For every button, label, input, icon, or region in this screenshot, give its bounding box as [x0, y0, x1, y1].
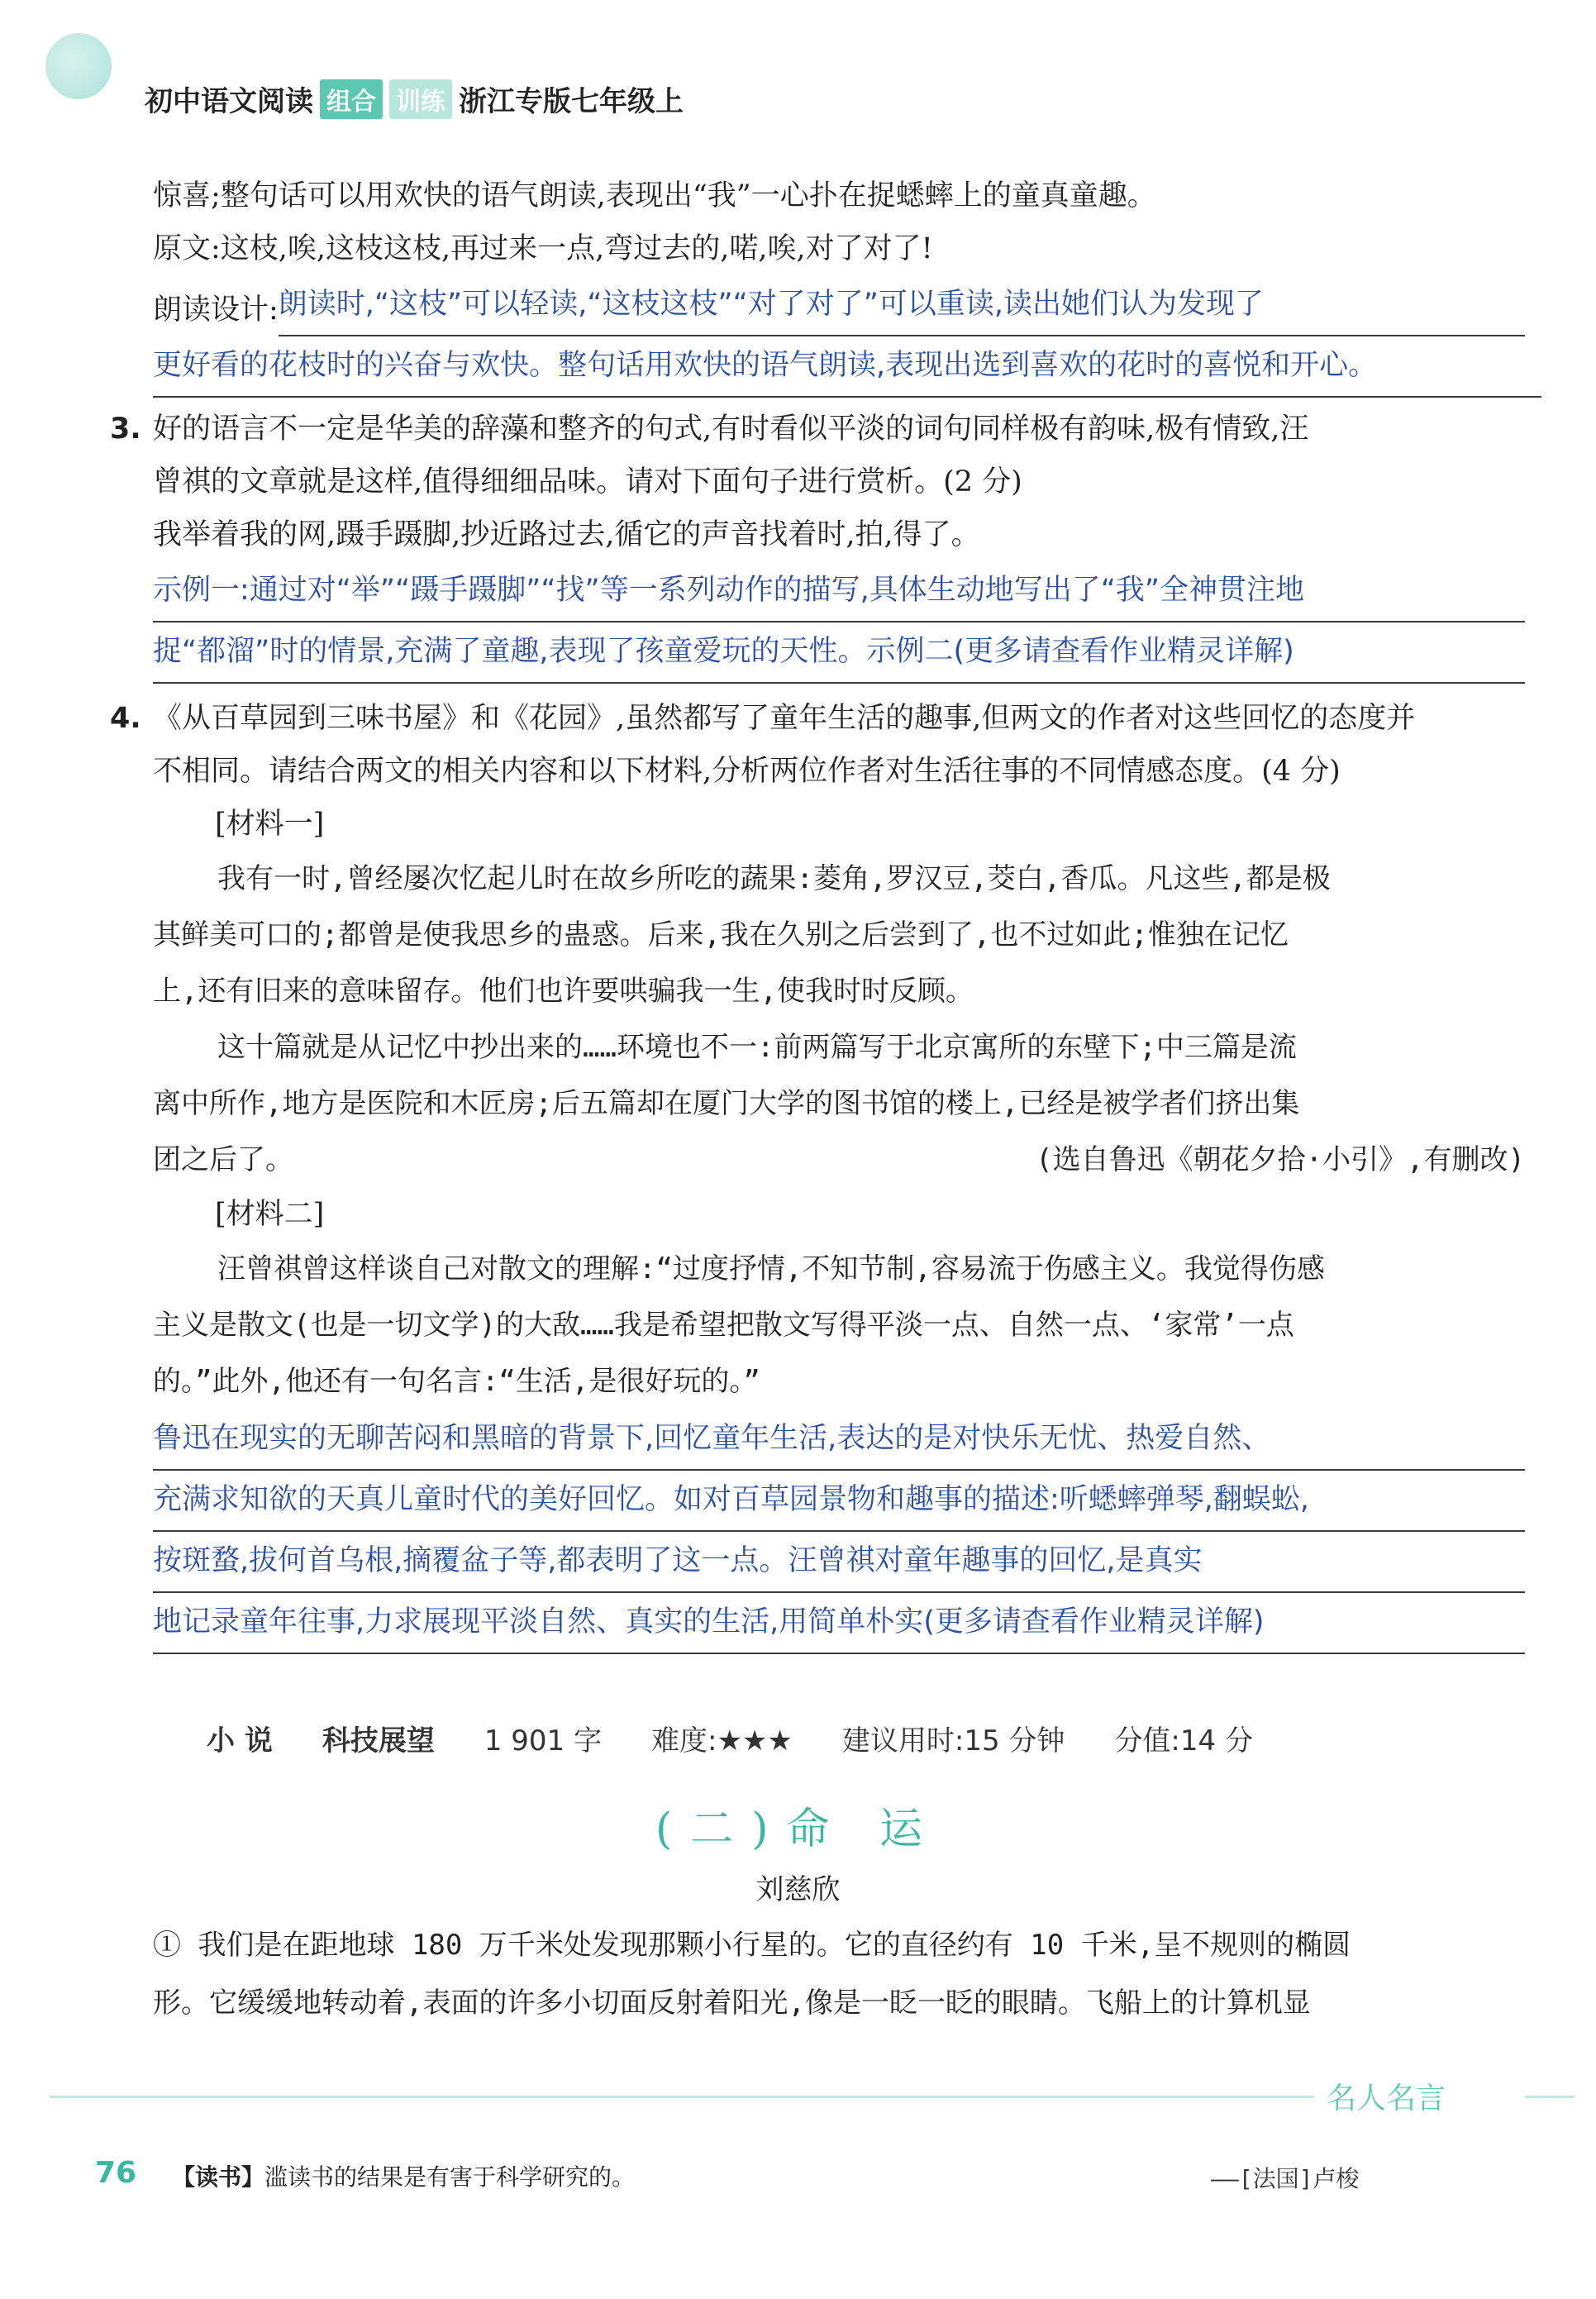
q2-text-line: 惊喜;整句话可以用欢快的语气朗读,表现出“我”一心扑在捉蟋蟀上的童真童趣。	[153, 179, 1156, 212]
material-line: 我有一时,曾经屡次忆起儿时在故乡所吃的蔬果:菱角,罗汉豆,茭白,香瓜。凡这些,都是极	[217, 862, 1331, 895]
book-title-main: 初中语文阅读	[145, 85, 313, 118]
q3-line: 曾祺的文章就是这样,值得细细品味。请对下面句子进行赏析。(2 分)	[153, 465, 1022, 498]
material-line: 的。”此外,他还有一句名言:“生活,是很好玩的。”	[153, 1365, 760, 1398]
book-title	[145, 79, 684, 119]
difficulty-rating: 难度:★★★	[651, 1724, 793, 1758]
answer-line: 更好看的花枝时的兴奋与欢快。整句话用欢快的语气朗读,表现出选到喜欢的花时的喜悦和开心。	[153, 336, 1541, 398]
story-line: ① 我们是在距地球 180 万千米处发现那颗小行星的。它的直径约有 10 千米,呈不规则的椭圆	[153, 1929, 1351, 1962]
material-line: 主义是散文(也是一切文学)的大敌……我是希望把散文写得平淡一点、自然一点、‘家常’一点	[153, 1309, 1294, 1342]
footer-divider	[1525, 2096, 1575, 2098]
material-two-label: [材料二]	[215, 1198, 325, 1231]
story-body	[153, 1916, 1525, 2032]
answer-line: 地记录童年往事,力求展现平淡自然、真实的生活,用简单朴实(更多请查看作业精灵详解)	[153, 1593, 1525, 1654]
q3-stem	[110, 403, 1525, 456]
material-one	[153, 851, 1525, 1188]
answer-line: 鲁迅在现实的无聊苦闷和黑暗的背景下,回忆童年生活,表达的是对快乐无忧、热爱自然、	[153, 1409, 1525, 1471]
answer-line: 捉“都溜”时的情景,充满了童趣,表现了孩童爱玩的天性。示例二(更多请查看作业精灵详解)	[153, 622, 1525, 684]
q4-stem	[110, 692, 1525, 745]
material-line: 其鲜美可口的;都曾是使我思乡的蛊惑。后来,我在久别之后尝到了,也不过如此;惟独在记忆	[153, 918, 1289, 952]
story-author: 刘慈欣	[755, 1873, 841, 1906]
answer-line: 充满求知欲的天真儿童时代的美好回忆。如对百草园景物和趣事的描述:听蟋蟀弹琴,翻蜈蚣,	[153, 1471, 1525, 1532]
quote-author: ——[法国]卢梭	[1211, 2165, 1360, 2192]
story-title: (二)命 运	[655, 1805, 941, 1854]
q4-line: 《从百草园到三味书屋》和《花园》,虽然都写了童年生活的趣事,但两文的作者对这些回忆的态度并	[153, 702, 1416, 735]
material-one-label: [材料一]	[215, 808, 325, 841]
story-line: 形。它缓缓地转动着,表面的许多小切面反射着阳光,像是一眨一眨的眼睛。飞船上的计算机显	[153, 1987, 1311, 2020]
genre-label: 小 说	[207, 1724, 273, 1758]
book-edition: 浙江专版七年级上	[459, 85, 684, 118]
page-number: 76	[95, 2156, 137, 2190]
quote-tag: 【读书】	[172, 2163, 265, 2191]
book-logo-icon	[45, 33, 112, 99]
material-line: 团之后了。	[153, 1143, 293, 1176]
q3-line: 好的语言不一定是华美的辞藻和整齐的句式,有时看似平淡的词句同样极有韵味,极有情致,汪	[153, 413, 1309, 446]
page-header	[0, 0, 1596, 124]
suggested-time: 建议用时:15 分钟	[841, 1724, 1065, 1758]
q3-quote: 我举着我的网,蹑手蹑脚,抄近路过去,循它的声音找着时,拍,得了。	[153, 518, 980, 551]
tag-combo: 组合	[320, 79, 383, 119]
famous-quote	[172, 2159, 635, 2192]
question-number: 3.	[110, 413, 141, 446]
material-two	[153, 1241, 1525, 1409]
footer-divider	[50, 2096, 1314, 2098]
answer-line: 按斑蝥,拔何首乌根,摘覆盆子等,都表明了这一点。汪曾祺对童年趣事的回忆,是真实	[153, 1532, 1525, 1593]
score-value: 分值:14 分	[1114, 1724, 1253, 1758]
answer-line: 朗读时,“这枝”可以轻读,“这枝这枝”“对了对了”可以重读,读出她们认为发现了	[279, 275, 1525, 336]
word-count: 1 901 字	[484, 1724, 602, 1758]
q2-original-line: 原文:这枝,唉,这枝这枝,再过来一点,弯过去的,喏,唉,对了对了!	[153, 232, 933, 265]
question-number: 4.	[110, 702, 141, 735]
reading-design-label: 朗读设计:	[153, 293, 279, 327]
reading-info-bar	[207, 1718, 1253, 1758]
q4-line: 不相同。请结合两文的相关内容和以下材料,分析两位作者对生活往事的不同情感态度。(4 分)	[153, 755, 1341, 788]
material-source: (选自鲁迅《朝花夕拾·小引》,有删改)	[1036, 1143, 1525, 1176]
q2-reading-design	[153, 275, 1525, 336]
famous-quote-label: 名人名言	[1327, 2082, 1446, 2115]
exercise-content	[110, 169, 1525, 1654]
answer-line: 示例一:通过对“举”“蹑手蹑脚”“找”等一系列动作的描写,具体生动地写出了“我”全神贯注地	[153, 561, 1525, 622]
quote-text: 滥读书的结果是有害于科学研究的。	[264, 2163, 636, 2191]
tag-training: 训练	[389, 79, 452, 119]
material-line: 离中所作,地方是医院和木匠房;后五篇却在厦门大学的图书馆的楼上,已经是被学者们挤出集	[153, 1087, 1300, 1120]
material-line: 汪曾祺曾这样谈自己对散文的理解:“过度抒情,不知节制,容易流于伤感主义。我觉得伤感	[217, 1252, 1325, 1285]
material-line: 这十篇就是从记忆中抄出来的……环境也不一:前两篇写于北京寓所的东壁下;中三篇是流	[217, 1031, 1297, 1064]
topic-label: 科技展望	[322, 1724, 435, 1758]
material-line: 上,还有旧来的意味留存。他们也许要哄骗我一生,使我时时反顾。	[153, 975, 974, 1008]
material-line-with-source	[153, 1132, 1525, 1188]
